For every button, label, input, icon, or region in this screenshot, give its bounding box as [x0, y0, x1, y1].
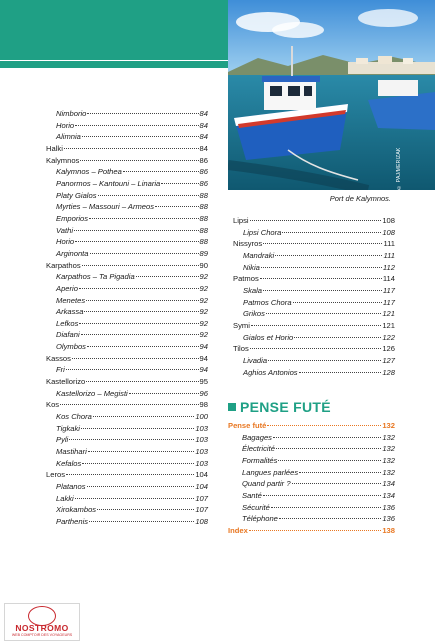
toc-entry-page: 86 — [199, 167, 208, 177]
toc-entry-label: Nimborio — [56, 109, 87, 118]
leader-dots — [251, 325, 381, 326]
leader-dots — [161, 183, 198, 184]
leader-dots — [79, 288, 199, 289]
toc-entry-page: 107 — [195, 505, 208, 515]
leader-dots — [294, 337, 381, 338]
toc-entry-page: 88 — [199, 213, 208, 223]
toc-entry-label: Leros — [46, 470, 65, 480]
leader-dots — [136, 276, 199, 277]
toc-entry-label: Tigkaki — [56, 423, 80, 433]
toc-entry-page: 88 — [199, 225, 208, 235]
toc-entry[interactable] — [233, 355, 395, 367]
toc-entry[interactable] — [233, 273, 395, 285]
toc-entry-label: Myrties – Massouri – Armeos — [56, 202, 155, 212]
leader-dots — [82, 463, 194, 464]
leader-dots — [293, 302, 382, 303]
leader-dots — [278, 460, 381, 461]
leader-dots — [64, 148, 199, 149]
toc-entry-page: 92 — [199, 318, 208, 328]
toc-entry-label: Platanos — [56, 482, 86, 491]
toc-entry-page: 132 — [382, 432, 395, 442]
toc-entry-page: 88 — [199, 237, 208, 247]
toc-entry-label: Pyli — [56, 435, 69, 445]
toc-entry-label: Horio — [56, 237, 75, 247]
leader-dots — [279, 518, 381, 519]
toc-entry-label: Lipsi Chora — [243, 227, 282, 237]
leader-dots — [271, 507, 381, 508]
leader-dots — [86, 300, 198, 301]
leader-dots — [299, 372, 382, 373]
toc-entry-page: 132 — [382, 421, 395, 430]
toc-entry-label: Kalymnos — [46, 155, 80, 165]
toc-entry-label: Formalités — [242, 455, 278, 465]
toc-entry-page: 94 — [199, 342, 208, 352]
toc-entry-label: Index — [228, 525, 248, 535]
toc-entry-page: 107 — [195, 493, 208, 503]
toc-entry-label: Skala — [243, 285, 262, 295]
leader-dots — [89, 218, 198, 219]
leader-dots — [82, 265, 199, 266]
leader-dots — [88, 451, 195, 452]
toc-entry-page: 108 — [382, 227, 395, 237]
leader-dots — [72, 358, 199, 359]
toc-entry-label: Aperio — [56, 283, 78, 293]
toc-entry-label: Olymbos — [56, 342, 86, 352]
toc-entry-page: 84 — [199, 143, 208, 153]
toc-entry-label: Tilos — [233, 344, 249, 354]
toc-entry-label: Santé — [242, 490, 262, 500]
toc-entry[interactable] — [233, 367, 395, 379]
toc-entry[interactable] — [46, 364, 208, 376]
toc-entry-label: Symi — [233, 320, 250, 330]
leader-dots — [66, 369, 199, 370]
toc-entry[interactable] — [46, 329, 208, 341]
toc-entry-page: 86 — [199, 155, 208, 165]
toc-entry-page: 103 — [195, 423, 208, 433]
toc-entry[interactable] — [228, 478, 395, 490]
leader-dots — [261, 267, 382, 268]
toc-entry-page: 126 — [382, 344, 395, 354]
toc-entry-page: 86 — [199, 178, 208, 188]
toc-entry-label: Livadia — [243, 355, 268, 365]
toc-entry-page: 92 — [199, 272, 208, 282]
toc-entry-label: Téléphone — [242, 514, 278, 524]
toc-entry-page: 134 — [382, 490, 395, 500]
toc-entry[interactable] — [46, 318, 208, 330]
toc-entry[interactable] — [46, 411, 208, 423]
leader-dots — [81, 428, 194, 429]
toc-entry-page: 96 — [199, 388, 208, 398]
toc-entry-page: 108 — [195, 516, 208, 526]
leader-dots — [299, 472, 381, 473]
toc-entry[interactable] — [233, 262, 395, 274]
toc-right-column — [233, 215, 395, 378]
toc-entry[interactable] — [233, 227, 395, 239]
toc-entry-label: Quand partir ? — [242, 479, 291, 489]
toc-entry-label: Vathi — [56, 225, 74, 235]
toc-entry[interactable] — [46, 108, 208, 120]
leader-dots — [66, 474, 194, 475]
toc-entry[interactable] — [46, 504, 208, 516]
toc-entry-label: Kastellorizo – Megisti — [56, 388, 128, 398]
toc-entry-label: Kassos — [46, 353, 71, 363]
leader-dots — [282, 232, 381, 233]
toc-entry-label: Mandraki — [243, 250, 275, 260]
toc-entry[interactable] — [46, 399, 208, 411]
toc-entry[interactable] — [46, 423, 208, 435]
leader-dots — [87, 346, 199, 347]
toc-entry-label: Platy Gialos — [56, 190, 97, 200]
toc-entry-page: 111 — [383, 250, 395, 260]
leader-dots — [75, 498, 195, 499]
toc-entry-label: Parthenis — [56, 516, 89, 526]
toc-entry-label: Lipsi — [233, 216, 249, 225]
toc-entry-page: 114 — [382, 274, 395, 284]
toc-entry-page: 92 — [199, 283, 208, 293]
toc-entry[interactable] — [233, 320, 395, 332]
toc-entry[interactable] — [46, 481, 208, 493]
leader-dots — [98, 195, 199, 196]
toc-entry-page: 104 — [195, 470, 208, 480]
toc-entry-label: Kos — [46, 400, 60, 410]
toc-entry-page: 117 — [382, 297, 395, 307]
pense-fute-heading-text: PENSE FUTÉ — [240, 399, 331, 415]
leader-dots — [75, 241, 198, 242]
toc-entry[interactable] — [233, 238, 395, 250]
toc-entry[interactable] — [228, 490, 395, 502]
toc-entry-label: Patmos — [233, 274, 259, 284]
leader-dots — [89, 521, 194, 522]
leader-dots — [263, 243, 382, 244]
toc-entry-label: Lefkos — [56, 318, 79, 328]
leader-dots — [275, 255, 382, 256]
toc-entry[interactable] — [46, 388, 208, 400]
toc-entry-label: Aghios Antonios — [243, 367, 298, 377]
leader-dots — [267, 425, 381, 426]
toc-entry[interactable] — [46, 469, 208, 481]
toc-entry-page: 104 — [195, 482, 208, 491]
toc-entry[interactable] — [228, 502, 395, 514]
toc-entry[interactable] — [46, 201, 208, 213]
toc-entry-page: 112 — [382, 262, 395, 272]
leader-dots — [86, 381, 198, 382]
logo-tagline: WEB COMPTOIR DES VOYAGEURS — [11, 633, 73, 637]
toc-entry-label: Panormos – Kantouni – Linaria — [56, 178, 161, 188]
toc-entry-page: 89 — [199, 248, 208, 258]
leader-dots — [87, 113, 198, 114]
toc-entry-page: 111 — [383, 239, 395, 249]
toc-entry-label: Électricité — [242, 444, 275, 454]
toc-entry[interactable] — [46, 131, 208, 143]
toc-entry[interactable] — [46, 271, 208, 283]
leader-dots — [93, 416, 194, 417]
photo-credit: © PAJ/MERIZAK — [396, 147, 402, 190]
logo-name: NOSTROMO — [15, 623, 69, 633]
toc-entry-label: Horio — [56, 120, 75, 130]
leader-dots — [260, 278, 382, 279]
toc-entry-page: 136 — [382, 502, 395, 512]
photo-caption: Port de Kalymnos. — [329, 194, 391, 203]
leader-dots — [84, 311, 198, 312]
toc-entry-page: 138 — [382, 525, 395, 535]
header-color-band — [0, 0, 228, 60]
toc-entry[interactable] — [46, 213, 208, 225]
toc-entry-page: 121 — [382, 309, 395, 319]
pense-fute-heading — [228, 399, 331, 415]
leader-dots — [268, 360, 381, 361]
toc-entry-page: 122 — [382, 332, 395, 342]
toc-entry-label: Xirokambos — [56, 505, 97, 515]
toc-entry-label: Alimnia — [56, 132, 81, 142]
toc-entry[interactable] — [46, 434, 208, 446]
toc-entry-page: 84 — [199, 109, 208, 118]
toc-entry[interactable] — [46, 225, 208, 237]
toc-entry-page: 100 — [195, 412, 208, 422]
toc-entry-label: Kos Chora — [56, 412, 92, 422]
leader-dots — [80, 160, 198, 161]
toc-entry-page: 84 — [199, 132, 208, 142]
leader-dots — [87, 486, 195, 487]
toc-entry[interactable] — [46, 341, 208, 353]
toc-entry[interactable] — [228, 467, 395, 479]
toc-entry-page: 92 — [199, 330, 208, 340]
leader-dots — [263, 290, 382, 291]
leader-dots — [263, 495, 381, 496]
toc-entry-page: 94 — [199, 365, 208, 375]
toc-entry-label: Arkassa — [56, 307, 84, 317]
leader-dots — [69, 439, 194, 440]
toc-entry-label: Arginonta — [56, 248, 89, 258]
toc-entry-label: Sécurité — [242, 502, 270, 512]
toc-entry[interactable] — [233, 343, 395, 355]
toc-entry-page: 103 — [195, 458, 208, 468]
toc-entry-page: 108 — [382, 216, 395, 225]
leader-dots — [97, 509, 194, 510]
leader-dots — [266, 313, 381, 314]
toc-entry-page: 128 — [382, 367, 395, 377]
toc-entry-page: 132 — [382, 455, 395, 465]
toc-entry[interactable] — [233, 215, 395, 227]
toc-entry-label: Patmos Chora — [243, 297, 292, 307]
toc-entry[interactable] — [46, 260, 208, 272]
toc-entry[interactable] — [46, 143, 208, 155]
toc-entry-page: 103 — [195, 447, 208, 457]
toc-entry-label: Mastihari — [56, 447, 87, 457]
toc-entry-label: Karpathos — [46, 260, 81, 270]
toc-entry[interactable] — [228, 443, 395, 455]
toc-entry[interactable] — [233, 332, 395, 344]
toc-entry-label: Kalymnos – Pothea — [56, 167, 122, 177]
toc-entry[interactable] — [46, 376, 208, 388]
toc-entry[interactable] — [233, 250, 395, 262]
toc-entry[interactable] — [233, 308, 395, 320]
leader-dots — [74, 230, 199, 231]
toc-entry[interactable] — [46, 295, 208, 307]
toc-entry-label: Diafani — [56, 330, 80, 340]
toc-entry[interactable] — [46, 166, 208, 178]
leader-dots — [276, 448, 381, 449]
toc-entry-page: 98 — [199, 400, 208, 410]
toc-entry[interactable] — [233, 285, 395, 297]
leader-dots — [249, 530, 381, 531]
toc-entry-label: Gialos et Horio — [243, 332, 294, 342]
leader-dots — [79, 323, 198, 324]
toc-entry[interactable] — [228, 420, 395, 432]
heading-square-icon — [228, 403, 236, 411]
toc-entry-label: Bagages — [242, 432, 272, 442]
toc-entry-page: 88 — [199, 190, 208, 200]
toc-entry-page: 94 — [199, 353, 208, 363]
leader-dots — [81, 334, 199, 335]
toc-entry-label: Karpathos – Ta Pigadia — [56, 272, 135, 282]
toc-entry-label: Fri — [56, 365, 65, 375]
toc-entry-label: Kastellorizo — [46, 377, 86, 387]
toc-entry-label: Menetes — [56, 295, 86, 305]
leader-dots — [250, 348, 382, 349]
toc-entry[interactable] — [46, 236, 208, 248]
toc-entry-label: Nikia — [243, 262, 260, 272]
toc-entry[interactable] — [46, 516, 208, 528]
toc-entry-label: Halki — [46, 143, 63, 153]
toc-entry-page: 88 — [199, 202, 208, 212]
leader-dots — [250, 220, 382, 221]
leader-dots — [129, 393, 199, 394]
toc-entry-page: 127 — [382, 355, 395, 365]
nostromo-logo — [4, 603, 80, 641]
toc-entry-page: 84 — [199, 120, 208, 130]
leader-dots — [155, 206, 199, 207]
toc-entry[interactable] — [46, 155, 208, 167]
toc-entry[interactable] — [46, 493, 208, 505]
leader-dots — [292, 483, 382, 484]
leader-dots — [273, 437, 381, 438]
leader-dots — [60, 404, 198, 405]
leader-dots — [123, 171, 199, 172]
toc-entry-page: 103 — [195, 435, 208, 445]
toc-entry-label: Nissyros — [233, 239, 263, 249]
toc-entry[interactable] — [233, 297, 395, 309]
toc-entry[interactable] — [228, 455, 395, 467]
leader-dots — [75, 125, 198, 126]
toc-entry-page: 117 — [382, 285, 395, 295]
toc-entry[interactable] — [46, 248, 208, 260]
pense-fute-list — [228, 420, 395, 537]
toc-entry-page: 90 — [199, 260, 208, 270]
toc-entry[interactable] — [46, 353, 208, 365]
toc-entry-page: 92 — [199, 295, 208, 305]
toc-left-column — [46, 108, 208, 528]
toc-entry[interactable] — [46, 306, 208, 318]
toc-entry-page: 132 — [382, 444, 395, 454]
toc-entry[interactable] — [228, 513, 395, 525]
toc-entry[interactable] — [46, 446, 208, 458]
toc-entry-page: 132 — [382, 467, 395, 477]
toc-entry[interactable] — [46, 458, 208, 470]
toc-entry-label: Kefalos — [56, 458, 82, 468]
toc-entry[interactable] — [46, 120, 208, 132]
toc-entry[interactable] — [46, 190, 208, 202]
toc-entry-page: 92 — [199, 307, 208, 317]
toc-entry[interactable] — [46, 283, 208, 295]
toc-entry-page: 121 — [382, 320, 395, 330]
toc-entry-label: Pense futé — [228, 421, 267, 430]
toc-entry-label: Langues parlées — [242, 467, 299, 477]
toc-entry-page: 95 — [199, 377, 208, 387]
toc-entry[interactable] — [228, 525, 395, 537]
toc-entry-page: 136 — [382, 514, 395, 524]
toc-entry-label: Grikos — [243, 309, 265, 319]
leader-dots — [90, 253, 199, 254]
toc-entry[interactable] — [228, 432, 395, 444]
toc-entry-label: Emporios — [56, 213, 89, 223]
toc-entry-label: Lakki — [56, 493, 74, 503]
leader-dots — [82, 136, 199, 137]
toc-entry[interactable] — [46, 178, 208, 190]
toc-entry-page: 134 — [382, 479, 395, 489]
